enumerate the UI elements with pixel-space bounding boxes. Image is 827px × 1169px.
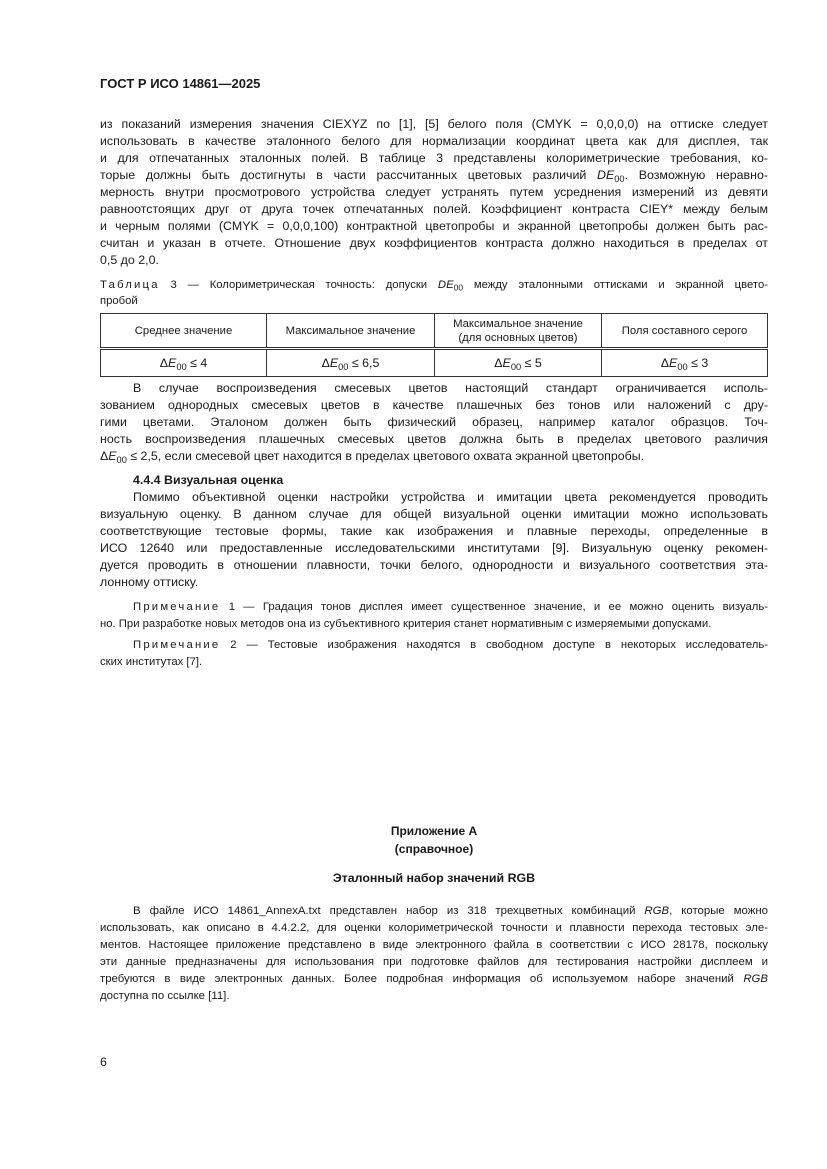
text-run: равноотстоящих друг от друга точек отпечатанных полей. Коэффициент контраста CIEY* между белым [100,202,768,216]
text-line [100,431,768,448]
text-run: использовать, как описано в 4.4.2.2, для оценки колориметрической точности и плавности перехода тестовых эле- [100,922,768,934]
text-run: RGB [644,905,670,917]
text-run: требуются в виде электронных данных. Более подробная информация об используемом наборе значений [100,973,744,985]
text-run: доступна по ссылке [11]. [100,990,230,1002]
delta-symbol: Δ [321,356,330,370]
text-line [100,252,768,269]
text-line [100,920,768,937]
text-run: но. При разработке новых методов она из субъективного критерия станет нормативным с измеряемыми допусками. [100,618,712,630]
text-line [100,150,768,167]
delta-symbol: Δ [494,356,503,370]
text-run: использовать в качестве эталонного белого для нормализации координат цвета как для дисплея, так [100,134,768,148]
text-run: ментов. Настоящее приложение представлено в виде электронного файла в соответствии с ИСО 28178, поскольку [100,939,768,951]
text-line [100,540,768,557]
text-run: из показаний измерения значения CIEXYZ по [1], [5] белого поля (CMYK = 0,0,0,0) на оттиске следует [100,117,768,131]
text-line [100,506,768,523]
text-run: ность воспроизведения плашечных смесевых цветов должна быть в пределах цветового различия [100,432,768,446]
subscript: 00 [338,361,349,372]
text-line [100,116,768,133]
text-line [100,397,768,414]
text-line [100,184,768,201]
text-run: 2 — Тестовые изображения находятся в свободном доступе в некоторых исследователь- [220,639,768,651]
appendix-heading: Эталонный набор значений RGB [332,871,536,885]
text-line [100,523,768,540]
table-caption [100,277,768,309]
document-header: ГОСТ Р ИСО 14861—2025 [100,76,261,91]
appendix-paragraph [100,903,768,1005]
appendix-title-block [100,822,768,858]
value-cell [101,349,267,377]
text-line [100,988,768,1005]
text-run: ИСО 12640 или предоставленные исследовательскими институтами [9]. Визуальную оценку рекомен- [100,541,768,555]
text-run: лонному оттиску. [100,575,199,589]
text-run: Таблица [100,279,160,291]
text-line [100,277,768,293]
text-line [100,293,768,309]
text-run: торые должны быть достигнуты в части рассчитанных цветовых различий [100,168,598,182]
text-run: гими цветами. Эталоном должен быть физический образец, например каталог образцов. Точ- [100,415,768,429]
text-run: 00 [614,173,625,184]
text-run: и черным полями (CMYK = 0,0,0,100) контрактной цветопробы и экранной цветопробы должен быть рас- [100,219,768,233]
note-1 [100,599,768,633]
tolerance-value: 6,5 [362,356,380,370]
text-run: В файле ИСО 14861_AnnexA.txt представлен набор из 318 трехцветных комбинаций [133,905,645,917]
text-run: ских институтах [7]. [100,656,203,668]
text-line [100,167,768,184]
paragraph-colorimetric [100,116,768,269]
value-cell [267,349,435,377]
text-line [100,448,768,465]
text-line [100,235,768,252]
text-line [100,971,768,988]
text-run: 00 [453,282,464,293]
text-line [100,133,768,150]
text-run: Примечание [133,601,221,613]
e-symbol: E [168,356,177,370]
text-line [100,654,768,671]
text-line [100,557,768,574]
appendix-title: Приложение А [390,824,478,838]
header-cell: Среднее значение [101,314,267,349]
paragraph-visual-assessment [100,489,768,591]
appendix-subtitle: (справочное) [394,842,474,856]
text-run: . Возможную неравно- [624,168,768,182]
e-symbol: E [669,356,678,370]
value-cell [435,349,602,377]
text-run: Δ [100,449,109,463]
header-cell: Поля составного серого [602,314,768,349]
header-cell [435,314,602,349]
value-cell [602,349,768,377]
text-line [100,218,768,235]
text-run: 3 — Колориметрическая точность: допуски [159,279,438,291]
text-line [100,637,768,654]
table-header-row [101,314,768,349]
text-run: 00 [116,454,127,465]
text-run: RGB [743,973,768,985]
operator: ≤ [348,356,363,370]
text-run: Примечание [133,639,221,651]
text-run: зованием однородных смесевых цветов в качестве плашечных без тонов или наложений с дру- [100,398,768,412]
text-run: и для отпечатанных эталонных полей. В таблице 3 представлены колориметрические требования, ко- [100,151,768,165]
text-run: соответствующие тестовые формы, такие как изображения и плавные переходы, определенные в [100,524,768,538]
text-line [100,954,768,971]
subscript: 00 [677,361,688,372]
text-run: эти данные предназначены для использования при подготовке файлов для тестирования настройки дисплеем и [100,956,768,968]
text-run: Помимо объективной оценки настройки устройства и имитации цвета рекомендуется проводить [133,490,768,504]
text-run: мерность внутри просмотрового устройства следует устранять путем усреднения измерений из девяти [100,185,768,199]
text-line [100,414,768,431]
text-line [100,574,768,591]
text-line [100,599,768,616]
text-run: DE [597,168,615,182]
text-run: между эталонными оттисками и экранной цвето- [463,279,768,291]
header-cell-text: Максимальное значение (для основных цветов) [453,317,583,344]
text-run: 0,5 до 2,0. [100,253,159,267]
table-row [101,349,768,377]
subscript: 00 [510,361,522,372]
text-run: пробой [100,295,138,307]
page-number: 6 [100,1055,107,1069]
text-run: считан и указан в отчете. Отношение двух коэффициентов контраста должно находиться в пределах от [100,236,768,250]
text-line [100,903,768,920]
text-run: 1 — Градация тонов дисплея имеет существенное значение, и ее можно оценить визуаль- [220,601,768,613]
delta-symbol: Δ [660,356,670,370]
header-cell: Максимальное значение [267,314,435,349]
text-line [100,489,768,506]
text-line [100,616,768,633]
note-2 [100,637,768,671]
tolerance-value: 3 [701,356,709,370]
text-run: визуальную оценку. В данном случае для общей визуальной оценки имитации можно использовать [100,507,768,521]
e-symbol: E [502,356,511,370]
subscript: 00 [176,361,187,372]
text-run: В случае воспроизведения смесевых цветов настоящий стандарт ограничивается исполь- [133,381,768,395]
text-line [100,380,768,397]
operator: ≤ [521,356,535,370]
section-heading: 4.4.4 Визуальная оценка [133,473,284,487]
text-run: DE [437,279,454,291]
text-run: ≤ 2,5, если смесевой цвет находится в пределах цветового охвата экранной цветопробы. [126,449,645,463]
operator: ≤ [186,356,201,370]
tolerance-value: 4 [200,356,208,370]
text-run: , которые можно [669,905,768,917]
text-run: дуется проводить в отношении плавности, точки белого, однородности и визуального соответствия эта- [100,558,768,572]
e-symbol: E [329,356,339,370]
paragraph-spot-colors [100,380,768,465]
text-run: E [108,449,117,463]
text-line [100,937,768,954]
text-line [100,201,768,218]
tolerance-table [100,313,768,377]
operator: ≤ [687,356,702,370]
delta-symbol: Δ [159,356,169,370]
tolerance-value: 5 [534,356,542,370]
